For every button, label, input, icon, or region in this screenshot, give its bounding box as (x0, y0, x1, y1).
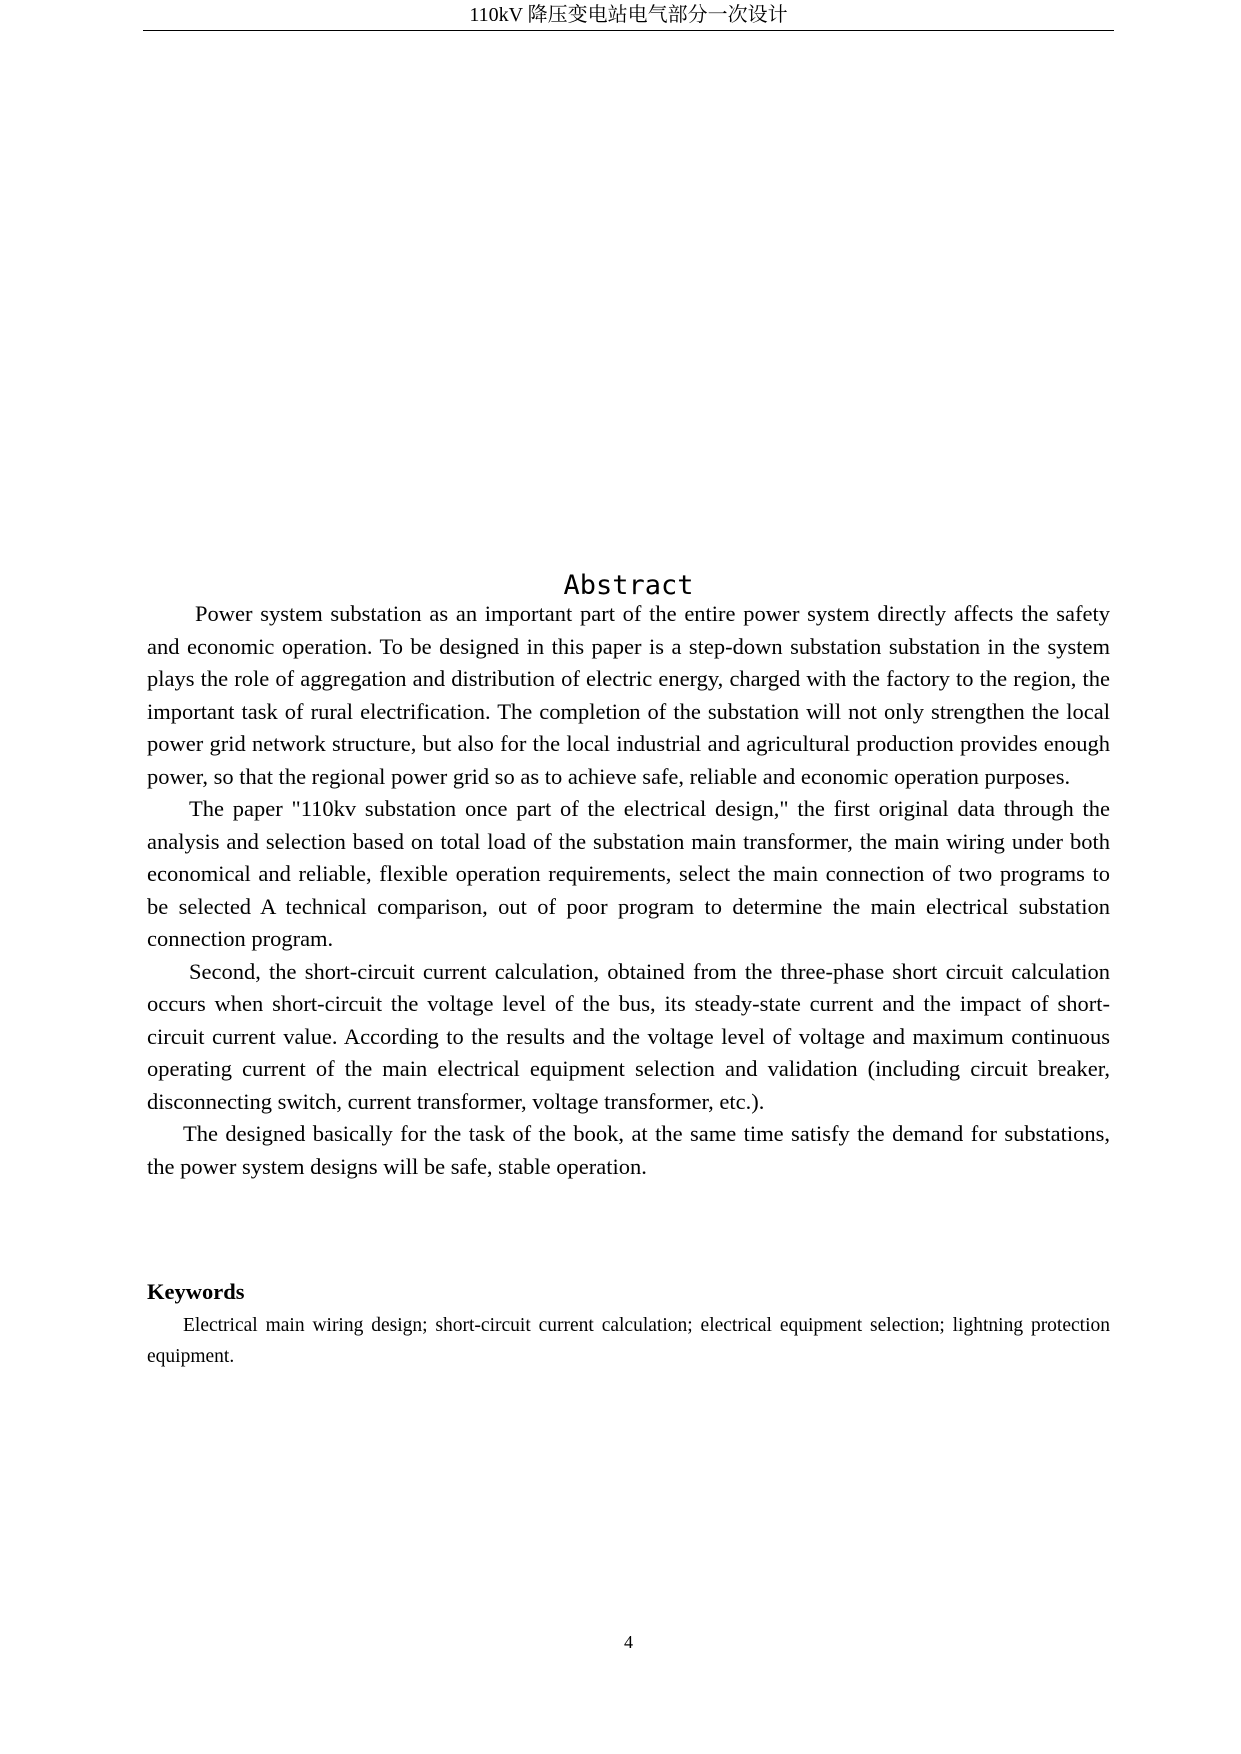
running-header-title: 110kV 降压变电站电气部分一次设计 (469, 4, 788, 26)
abstract-paragraph-2: The paper "110kv substation once part of the electrical design," the first original data through the analysis and selection based on total load of the substation main transformer, the main wiring under both economical and reliable, flexible operation requirements, select the main connection of two programs to be selected A technical comparison, out of poor program to determine the main electrical substation connection program. (147, 796, 1110, 951)
keywords-heading: Keywords (147, 1279, 245, 1304)
page-number: 4 (624, 1632, 633, 1652)
running-header (143, 0, 1114, 31)
abstract-title: Abstract (563, 570, 694, 602)
abstract-paragraph-4: The designed basically for the task of the book, at the same time satisfy the demand for substations, the power system designs will be safe, stable operation. (147, 1121, 1110, 1179)
keywords-text: Electrical main wiring design; short-circuit current calculation; electrical equipment selection; lightning protection equipment. (147, 1315, 1110, 1367)
abstract-paragraph-3: Second, the short-circuit current calculation, obtained from the three-phase short circuit calculation occurs when short-circuit the voltage level of the bus, its steady-state current and the impact of short-circuit current value. According to the results and the voltage level of voltage and maximum continuous operating current of the main electrical equipment selection and validation (including circuit breaker, disconnecting switch, current transformer, voltage transformer, etc.). (147, 958, 1110, 1114)
abstract-body (147, 598, 1110, 1183)
abstract-paragraph-1: Power system substation as an important part of the entire power system directly affects the safety and economic operation. To be designed in this paper is a step-down substation substation in the system plays the role of aggregation and distribution of electric energy, charged with the factory to the region, the important task of rural electrification. The completion of the substation will not only strengthen the local power grid network structure, but also for the local industrial and agricultural production provides enough power, so that the regional power grid so as to achieve safe, reliable and economic operation purposes. (147, 601, 1110, 789)
